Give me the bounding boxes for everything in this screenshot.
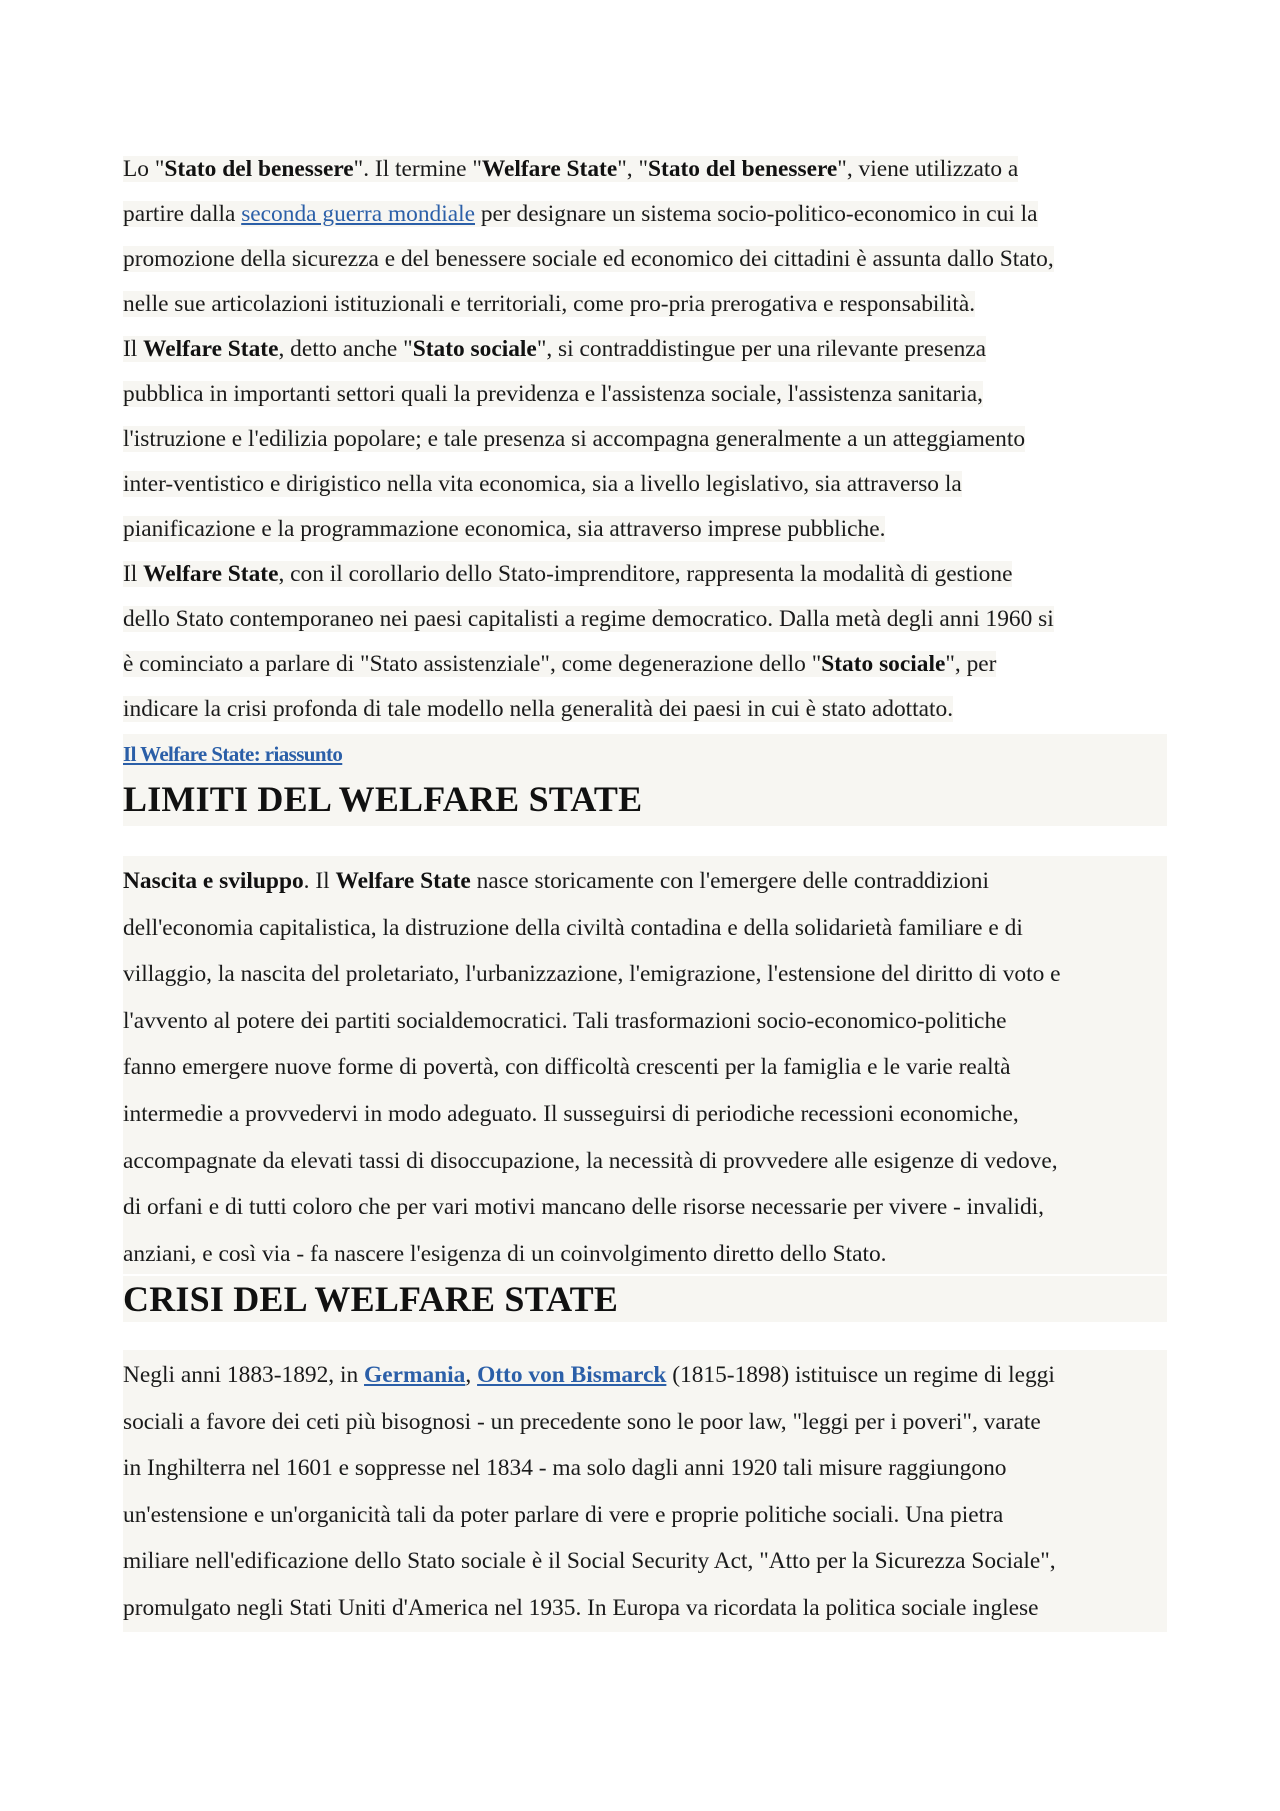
text-line: indicare la crisi profonda di tale modello nella generalità dei paesi in cui è stato adottato.	[123, 696, 954, 722]
text-line: l'avvento al potere dei partiti socialdemocratici. Tali trasformazioni socio-economico-politiche	[123, 1007, 1007, 1034]
text-line: fanno emergere nuove forme di povertà, con difficoltà crescenti per la famiglia e le varie realtà	[123, 1054, 1011, 1081]
text-line: Il Welfare State, con il corollario dello Stato-imprenditore, rappresenta la modalità di gestione	[123, 561, 1013, 587]
text-line: un'estensione e un'organicità tali da poter parlare di vere e proprie politiche sociali. Una pietra	[123, 1501, 1004, 1528]
text-line: pianificazione e la programmazione economica, sia attraverso imprese pubbliche.	[123, 516, 886, 542]
text-line: Il Welfare State, detto anche "Stato sociale", si contraddistingue per una rilevante presenza	[123, 336, 987, 362]
summary-heading-block	[123, 734, 1167, 826]
paragraph-stato-imprenditore	[123, 552, 1167, 732]
text-line: intermedie a provvedervi in modo adeguato. Il susseguirsi di periodiche recessioni economiche,	[123, 1100, 1019, 1127]
link-seconda-guerra-mondiale[interactable]: seconda guerra mondiale	[241, 201, 475, 227]
text-line: partire dalla seconda guerra mondiale per designare un sistema socio-politico-economico in cui la	[123, 201, 1038, 227]
text-line: promulgato negli Stati Uniti d'America nel 1935. In Europa va ricordata la politica sociale inglese	[123, 1594, 1039, 1621]
text-line: di orfani e di tutti coloro che per vari motivi mancano delle risorse necessarie per vivere - invalidi,	[123, 1194, 1044, 1221]
text-line: l'istruzione e l'edilizia popolare; e tale presenza si accompagna generalmente a un atteggiamento	[123, 426, 1026, 452]
paragraph-bismarck	[123, 1350, 1167, 1632]
heading-crisi: CRISI DEL WELFARE STATE	[123, 1279, 619, 1319]
text-line: nelle sue articolazioni istituzionali e territoriali, come pro-pria prerogativa e responsabilità.	[123, 291, 976, 317]
text-line: anziani, e così via - fa nascere l'esigenza di un coinvolgimento diretto dello Stato.	[123, 1240, 887, 1267]
text-line: accompagnate da elevati tassi di disoccupazione, la necessità di provvedere alle esigenze di vedove,	[123, 1147, 1058, 1174]
text-line: inter-ventistico e dirigistico nella vita economica, sia a livello legislativo, sia attraverso la	[123, 471, 962, 497]
text-line: è cominciato a parlare di "Stato assistenziale", come degenerazione dello "Stato sociale", per	[123, 651, 997, 677]
text-line: dello Stato contemporaneo nei paesi capitalisti a regime democratico. Dalla metà degli anni 1960 si	[123, 606, 1054, 632]
link-welfare-state-riassunto[interactable]: Il Welfare State: riassunto	[123, 742, 343, 766]
text-line: dell'economia capitalistica, la distruzione della civiltà contadina e della solidarietà familiare e di	[123, 914, 1023, 941]
text-line: pubblica in importanti settori quali la previdenza e l'assistenza sociale, l'assistenza sanitaria,	[123, 381, 983, 407]
heading-limiti: LIMITI DEL WELFARE STATE	[123, 779, 643, 819]
text-line: miliare nell'edificazione dello Stato sociale è il Social Security Act, "Atto per la Sicurezza Sociale",	[123, 1548, 1056, 1575]
text-line: Negli anni 1883-1892, in Germania, Otto von Bismarck (1815-1898) istituisce un regime di leggi	[123, 1362, 1055, 1388]
text-line: promozione della sicurezza e del benessere sociale ed economico dei cittadini è assunta dallo Stato,	[123, 246, 1054, 272]
heading-crisi-block	[123, 1276, 1167, 1322]
paragraph-stato-sociale	[123, 327, 1167, 552]
paragraph-nascita-sviluppo	[123, 856, 1167, 1274]
text-line: villaggio, la nascita del proletariato, l'urbanizzazione, l'emigrazione, l'estensione del diritto di voto e	[123, 961, 1061, 988]
text-line: Nascita e sviluppo. Il Welfare State nasce storicamente con l'emergere delle contraddizioni	[123, 868, 989, 894]
link-germania[interactable]: Germania	[364, 1362, 466, 1388]
link-otto-von-bismarck[interactable]: Otto von Bismarck	[477, 1362, 667, 1388]
paragraph-intro	[123, 147, 1167, 327]
text-line: in Inghilterra nel 1601 e soppresse nel 1834 - ma solo dagli anni 1920 tali misure raggiungono	[123, 1455, 1007, 1482]
text-line: Lo "Stato del benessere". Il termine "Welfare State", "Stato del benessere", viene utilizzato a	[123, 156, 1019, 182]
text-line: sociali a favore dei ceti più bisognosi - un precedente sono le poor law, "leggi per i poveri", varate	[123, 1408, 1041, 1435]
